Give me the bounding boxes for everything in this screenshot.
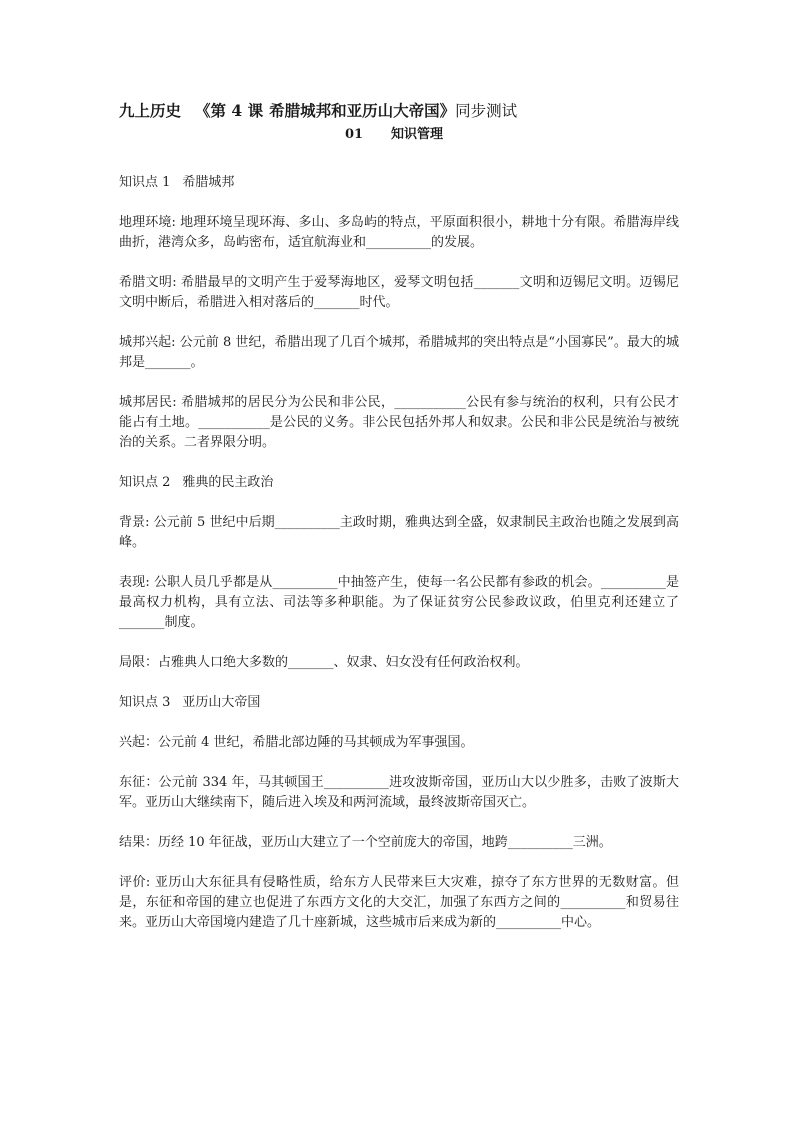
kp3-label: 知识点 3 bbox=[119, 695, 171, 710]
kp3-heading bbox=[119, 693, 679, 713]
kp2-manifestation: 表现: 公职人员几乎都是从__________中抽签产生，使每一名公民都有参政的机会。__________是最高权力机构，具有立法、司法等多种职能。为了保证贫穷公民参政议政，伯里克利还建立了_______制度。 bbox=[119, 575, 679, 630]
section-number: 01 bbox=[345, 127, 364, 142]
title-lesson-name: 希腊城邦和亚历山大帝国》 bbox=[269, 101, 456, 120]
document-title bbox=[119, 100, 679, 122]
title-prefix: 九上历史 bbox=[119, 101, 182, 120]
kp3-evaluation: 评价: 亚历山大东征具有侵略性质，给东方人民带来巨大灾难，掠夺了东方世界的无数财富。但是，东征和帝国的建立也促进了东西方文化的大交汇，加强了东西方之间的__________和贸易往来。亚历山大帝国境内建造了几十座新城，这些城市后来成为新的__________中心。 bbox=[119, 875, 679, 930]
kp1-civilization: 希腊文明: 希腊最早的文明产生于爱琴海地区，爱琴文明包括_______文明和迈锡尼文明。迈锡尼文明中断后，希腊进入相对落后的_______时代。 bbox=[119, 275, 679, 310]
title-lesson: 《第 4 课 bbox=[195, 101, 264, 120]
kp3-name: 亚历山大帝国 bbox=[182, 695, 261, 710]
kp1-geography: 地理环境: 地理环境呈现环海、多山、多岛屿的特点，平原面积很小，耕地十分有限。希腊海岸线曲折，港湾众多，岛屿密布，适宜航海业和__________的发展。 bbox=[119, 215, 679, 250]
kp2-heading bbox=[119, 473, 679, 493]
kp2-name: 雅典的民主政治 bbox=[182, 475, 274, 490]
kp3-result: 结果：历经 10 年征战，亚历山大建立了一个空前庞大的帝国，地跨__________三洲。 bbox=[119, 835, 612, 850]
kp2-limitation: 局限：占雅典人口绝大多数的_______、奴隶、妇女没有任何政治权利。 bbox=[119, 655, 529, 670]
kp3-rise: 兴起：公元前 4 世纪，希腊北部边陲的马其顿成为军事强国。 bbox=[119, 735, 474, 750]
title-suffix: 同步测试 bbox=[455, 102, 518, 120]
kp1-label: 知识点 1 bbox=[119, 175, 171, 190]
kp1-heading bbox=[119, 173, 679, 193]
document-page bbox=[119, 100, 679, 933]
kp3-eastern-expedition: 东征：公元前 334 年，马其顿国王__________进攻波斯帝国，亚历山大以少胜多，击败了波斯大军。亚历山大继续南下，随后进入埃及和两河流域，最终波斯帝国灭亡。 bbox=[119, 775, 679, 810]
kp2-label: 知识点 2 bbox=[119, 475, 171, 490]
kp1-rise: 城邦兴起: 公元前 8 世纪，希腊出现了几百个城邦，希腊城邦的突出特点是“小国寡民”。最大的城邦是_______。 bbox=[119, 335, 679, 370]
kp2-background: 背景: 公元前 5 世纪中后期__________主政时期，雅典达到全盛，奴隶制民主政治也随之发展到高峰。 bbox=[119, 515, 679, 550]
kp1-name: 希腊城邦 bbox=[182, 175, 235, 190]
kp1-residents: 城邦居民: 希腊城邦的居民分为公民和非公民，___________公民有参与统治的权利，只有公民才能占有土地。___________是公民的义务。非公民包括外邦人和奴隶。公民和非公民是统治与被统治的关系。二者界限分明。 bbox=[119, 395, 679, 450]
section-heading bbox=[119, 125, 679, 145]
section-name: 知识管理 bbox=[391, 127, 444, 142]
